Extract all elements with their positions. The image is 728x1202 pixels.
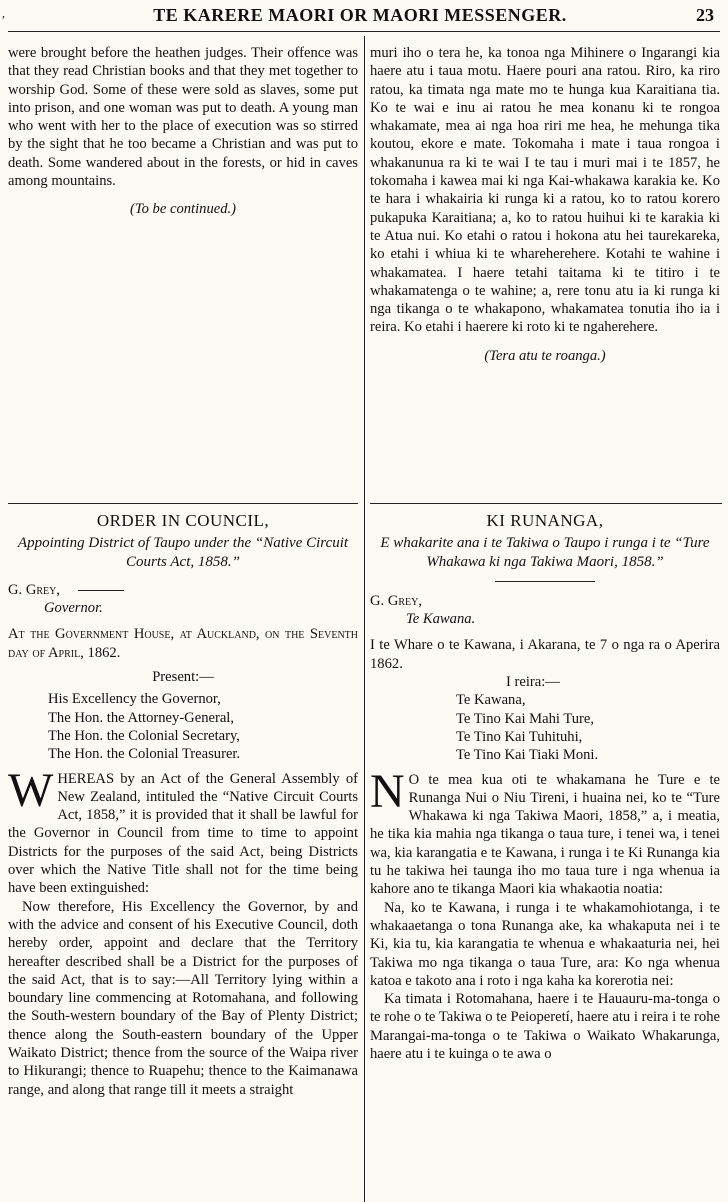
order-in-council-english [8, 512, 358, 1099]
newspaper-title: TE KARERE MAORI OR MAORI MESSENGER. [153, 5, 567, 25]
na-ko-te-kawana-paragraph: Na, ko te Kawana, i runga i te whakamohiotanga, i te whakaaetanga o tona Runanga ake, ka whakaputa nei i te Ki, kia tu, kia karangatia te whenua e whakaaturia nei, hei Takiwa mo nga tikanga o taua Ture, ara: Ko nga whenua katoa e takoto ana i roto i nga kaha ka korerotia nei: [370, 899, 720, 989]
now-therefore-paragraph: Now therefore, His Excellency the Governor, by and with the advice and consent of his Executive Council, doth hereby order, appoint and declare that the Territory hereafter described shall be a District for the purposes of the said Act, that is to say:—All Territory lying within a boundary line commencing at Rotomahana, and following the South-western boundary of the Bay of Plenty District; thence along the South-eastern boundary of the Upper Waikato District; thence from the source of the Waipa river to Hikurangi; thence to Ruapehu; thence to the Kaimanawa range, and along that range till it meets a straight [8, 898, 358, 1098]
section-subtitle: Appointing District of Taupo under the “Native Circuit Courts Act, 1858.” [17, 535, 349, 570]
ki-runanga-maori [370, 512, 720, 1063]
signer-role-maori: Te Kawana. [406, 611, 476, 628]
english-article-end [8, 44, 358, 219]
meeting-place-maori: I te Whare o te Kawana, i Akarana, te 7 o nga ra o Aperira 1862. [370, 637, 720, 672]
signer: G. Grey, [8, 581, 358, 599]
drop-cap: W [8, 763, 54, 817]
present-item: The Hon. the Colonial Treasurer. [48, 746, 241, 763]
present-item: His Excellency the Governor, [48, 691, 221, 708]
column-divider [364, 36, 365, 1202]
section-title-maori: KI RUNANGA, [486, 511, 604, 530]
header-rule [8, 31, 720, 32]
tera-atu-te-roanga: (Tera atu te roanga.) [484, 347, 606, 364]
maori-article-end [370, 44, 720, 365]
margin-mark: , [2, 6, 5, 20]
present-list [8, 690, 358, 763]
no-te-mea-paragraph: N O te mea kua oti te whakamana he Ture e te Runanga Nui o Niu Tireni, i huaina nei, ko te “Ture Whakawa ki nga Takiwa Maori, 1858,” a, i meatia, he tika kia mahia nga tikanga o taua ture, i tenei wa, i tenei wa, kia karangatia e te Kawana, i runga i te Ki Runanga kia tu he takiwa hei taunga iho mo taua ture i nga whenua ia kahore ano te tikanga Maori kia whakaotia noatia: [370, 764, 720, 898]
whereas-paragraph: WHEREAS by an Act of the General Assembly of New Zealand, intituled the “Native Circuit Courts Act, 1858,” it is provided that it shall be lawful for the Governor in Council from time to time to appoint Districts for the purposes of the said Act, being Districts over which the Native Title shall not for the time being have been extinguished: [8, 763, 358, 897]
article-text-maori: muri iho o tera he, ka tonoa nga Mihinere o Ingarangi kia haere atu i taua motu. Haere pouri ana ratou. Riro, ka riro ratou, ka timata nga mate mo te hunga kua Karaitiana tia. Ko te wai e inu ai ratou he mea konanu ki te rongoa whakamate, mea ai nga hoa riri me hea, he mehunga tika koutou, ekore e mate. Tokomaha i mate i taua rongoa i whakanunua ra ki te wai I te tau i muri mai i te 1857, he tokomaha i kawea mai ki nga Kai-whakawa karakia ke. Ko te hara i whakairia ki runga ki a ratou, ko to ratou korero pukapuka Karaitiana; a, ko to ratou huihui ki te karakia ki te Atua nui. Ko etahi o ratou i hokona atu hei taurekareka, ko etahi i whiua ki te whareherehere. Kotahi te wahine i whakamatea. I haere tetahi taitama ki te titiro i te whakamatenga o te wahine; a, rere tonu atu ia ki runga ki nga tikanga o te whakapono, whakamatea tonutia iho ia i reira. Ko etahi i haerere ki roto ki te ngaherehere. [370, 45, 720, 336]
article-text: were brought before the heathen judges. Their offence was that they read Christian books and that they met together to worship God. Some of these were sold as slaves, some put into prison, and one woman was put to death. A young man who went with her to the place of execution was so stirred by the sight that he too became a Christian and was put to death. Some wandered about in the forests, or hid in caves among mountains. [8, 45, 358, 190]
signature-line [78, 590, 124, 591]
present-item: The Hon. the Attorney-General, [48, 709, 235, 726]
present-item-maori: Te Tino Kai Tiaki Moni. [456, 747, 599, 764]
signer-maori: G. Grey, [370, 592, 423, 609]
present-item: The Hon. the Colonial Secretary, [48, 727, 240, 744]
present-item-maori: Te Tino Kai Mahi Ture, [456, 710, 595, 727]
to-be-continued: (To be continued.) [129, 201, 237, 218]
present-label-maori: I reira:— [506, 674, 560, 691]
drop-cap-maori: N [370, 764, 405, 818]
page-number: 23 [696, 5, 714, 25]
signer-role: Governor. [44, 600, 103, 617]
present-list-maori [370, 691, 720, 764]
section-subtitle-maori: E whakarite ana i te Takiwa o Taupo i runga i te “Ture Whakawa ki nga Takiwa Maori, 1858.” [380, 535, 710, 570]
section-divider-right [370, 503, 722, 504]
present-label: Present:— [152, 669, 214, 686]
meeting-place: At the Government House, at Auckland, on the Seventh day of April, 1862. [8, 626, 358, 661]
page-header [0, 0, 728, 30]
present-item-maori: Te Tino Kai Tuhituhi, [456, 728, 583, 745]
section-title: ORDER IN COUNCIL, [96, 511, 270, 530]
present-item-maori: Te Kawana, [456, 692, 526, 709]
section-divider-left [8, 503, 358, 504]
ka-timata-paragraph: Ka timata i Rotomahana, haere i te Hauauru-ma-tonga o te rohe o te Takiwa o te Peioperetí, haere atu i reira i te rohe Marangai-ma-tonga o te Takiwa o Waikato Whakarunga, haere atu i te kuinga o te awa o [370, 991, 720, 1063]
short-rule [495, 581, 595, 582]
